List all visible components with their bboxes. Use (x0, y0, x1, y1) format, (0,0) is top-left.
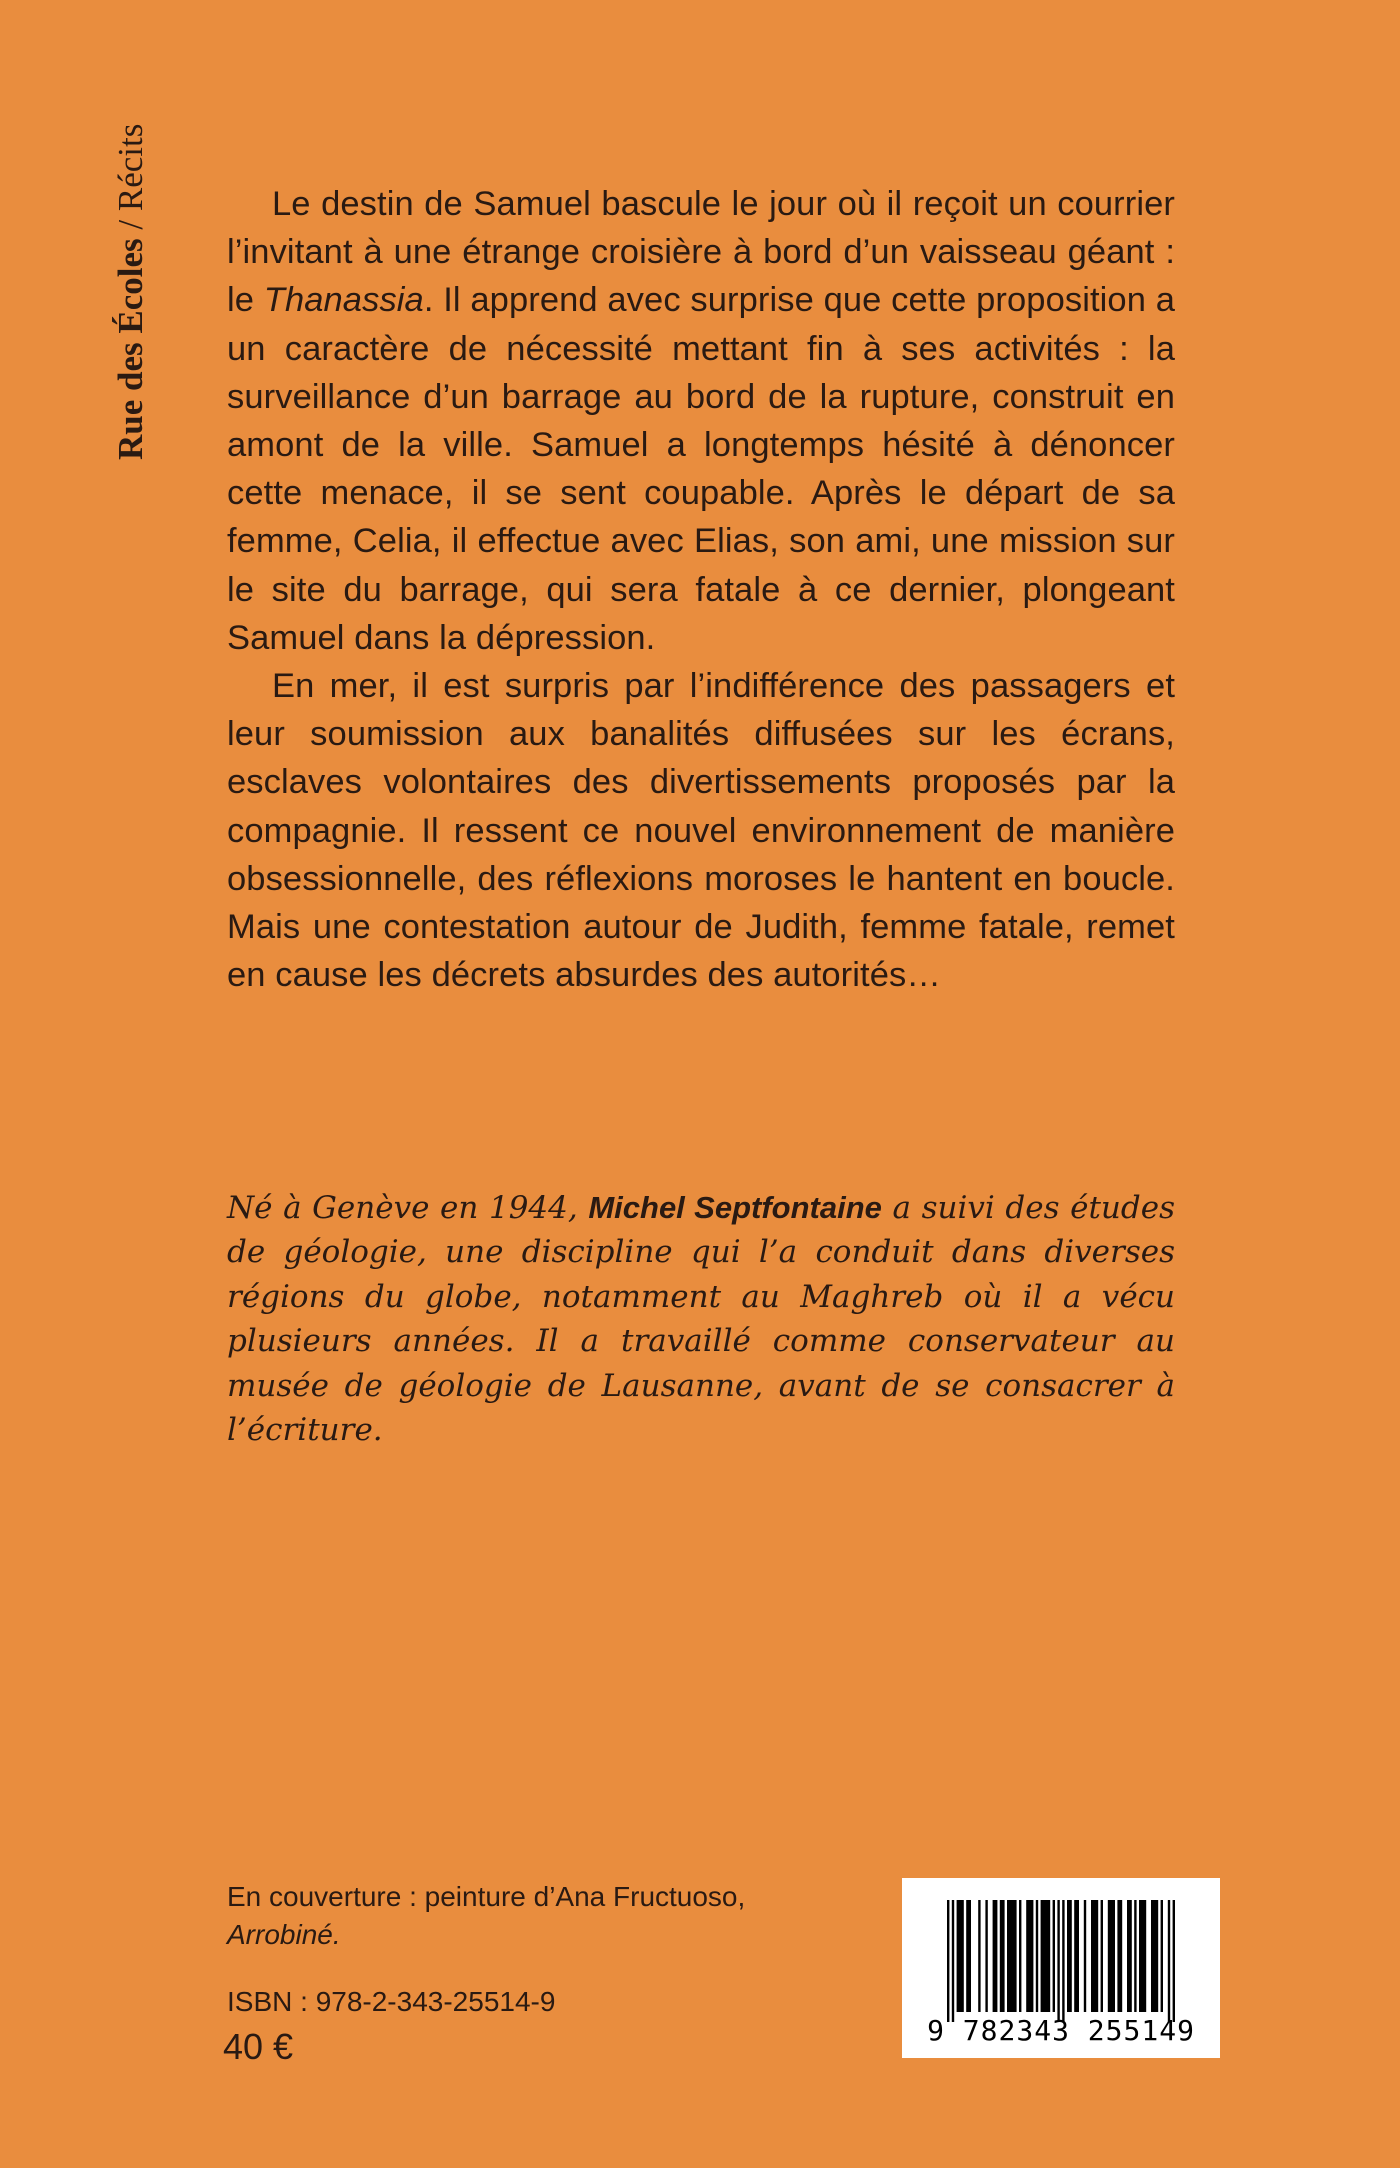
barcode-digits: 9 782343 255149 (927, 2014, 1195, 2047)
barcode-bar (1019, 1900, 1021, 2012)
spine-series-label (103, 0, 159, 460)
ship-name: Thanassia (263, 281, 424, 320)
barcode-bar (1062, 1900, 1064, 2022)
barcode-bar (1161, 1900, 1163, 2012)
barcode-bar (1036, 1900, 1038, 2012)
barcode-bar (1067, 1900, 1072, 2012)
synopsis (227, 180, 1175, 999)
barcode-bar (1101, 1900, 1103, 2012)
series-separator: / (111, 211, 150, 239)
barcode-bar (1134, 1900, 1136, 2012)
barcode-bar (957, 1900, 964, 2012)
barcode-bar (1139, 1900, 1146, 2012)
barcode-bar (1168, 1900, 1170, 2022)
author-name: Michel Septfontaine (588, 1190, 882, 1225)
synopsis-p1-end: . Il apprend avec surprise que cette proposition a un caractère de nécessité mettant fin à ses activités : la surveillance d’un barrage au bord de la rupture, construit en amont de la ville. Samuel a longtemps hésité à dénoncer cette menace, il se sent coupable. Après le départ de sa femme, Celia, il effectue avec Elias, son ami, une mission sur le site du barrage, qui sera fatale à ce dernier, plongeant Samuel dans la dépression. (227, 281, 1175, 657)
barcode-bar (1041, 1900, 1051, 2012)
barcode-bar (993, 1900, 998, 2012)
synopsis-paragraph-2: En mer, il est surpris par l’indifférence des passagers et leur soumission aux banalités diffusées sur les écrans, esclaves volontaires des divertissements proposés par la compagnie. Il ressent ce nouvel environnement de manière obsessionnelle, des réflexions moroses le hantent en boucle. Mais une contestation autour de Judith, femme fatale, remet en cause les décrets absurdes des autorités… (227, 667, 1175, 995)
barcode-bar (1053, 1900, 1055, 2012)
barcode-bar (1117, 1900, 1122, 2012)
barcode-bar (1007, 1900, 1017, 2012)
synopsis-p1-start: Le destin de Samuel bascule le jour où il reçoit un courrier l’invitant à une étrange croisière à bord d’un vaisseau géant : le (227, 185, 1175, 320)
barcode (902, 1878, 1220, 2058)
barcode-bar (1074, 1900, 1079, 2012)
barcode-bar (1108, 1900, 1115, 2012)
cover-credit-line: En couverture : peinture d’Ana Fructuoso, (227, 1881, 746, 1912)
barcode-bar (1026, 1900, 1033, 2012)
cover-credit (227, 1878, 787, 1954)
barcode-bar (1151, 1900, 1158, 2012)
isbn: ISBN : 978-2-343-25514-9 (227, 1986, 556, 2017)
genre-name: Récits (111, 123, 150, 212)
author-bio (227, 1186, 1175, 1452)
barcode-bar (1127, 1900, 1132, 2012)
barcode-bar (978, 1900, 980, 2012)
barcode-bar (1091, 1900, 1098, 2012)
bio-start: Né à Genève en 1944, (227, 1190, 589, 1226)
author-bio-paragraph (227, 1186, 1175, 1452)
barcode-bar (1173, 1900, 1175, 2022)
barcode-bar (1000, 1900, 1005, 2012)
series-name: Rue des Écoles (111, 238, 150, 460)
barcode-bar (947, 1900, 949, 2022)
synopsis-paragraph-1 (227, 180, 1175, 662)
barcode-bar (966, 1900, 971, 2012)
barcode-bar (985, 1900, 987, 2012)
barcode-bar (1084, 1900, 1086, 2012)
barcode-bar (952, 1900, 954, 2022)
price: 40 € (223, 2026, 294, 2067)
bio-end: a suivi des études de géologie, une discipline qui l’a conduit dans diverses régions du globe, notamment au Maghreb où il a vécu plusieurs années. Il a travaillé comme conservateur au musée de géologie de Lausanne, avant de se consacrer à l’écriture. (227, 1190, 1175, 1449)
barcode-bar (1057, 1900, 1059, 2022)
artwork-title: Arrobiné. (227, 1919, 341, 1950)
